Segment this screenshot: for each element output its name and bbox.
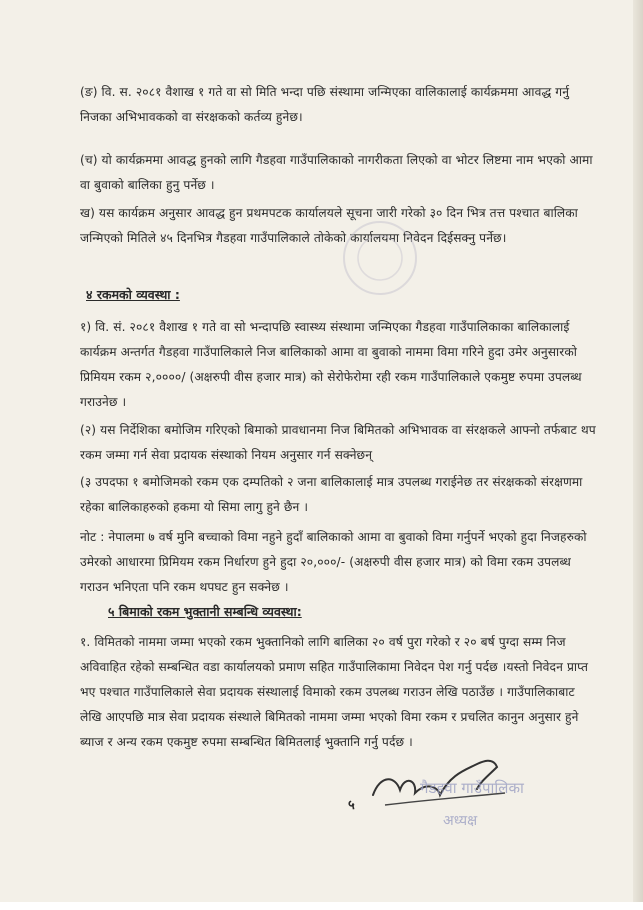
clause-cha: (च) यो कार्यक्रममा आवद्ध हुनको लागि गैडहवा गाउँपालिकाको नागरीकता लिएको वा भोटर लिष्टमा नाम भएको आमा वा बुवाको बालिका हुनु पर्नेछ । xyxy=(80,153,593,192)
section-5-heading: ५ बिमाको रकम भुक्तानी सम्बन्धि व्यवस्था: xyxy=(108,604,302,619)
stamp-text: गैडहवा गाउँपालिका xyxy=(420,779,524,797)
section-4-clause-3: (३ उपदफा १ बमोजिमको रकम एक दम्पतिको २ जना बालिकालाई मात्र उपलब्ध गराईनेछ तर संरक्षकको संरक्षणमा रहेका बालिकाहरुको हकमा यो सिमा लागु हुने छैन । xyxy=(80,475,583,514)
clause-nga: (ङ) वि. स. २०८१ वैशाख १ गते वा सो मिति भन्दा पछि संस्थामा जन्मिएका वालिकालाई कार्यक्रममा आवद्ध गर्नु निजका अभिभावकको वा संरक्षकको कर्तव्य हुनेछ। xyxy=(80,85,570,124)
clause-kha: ख) यस कार्यक्रम अनुसार आवद्ध हुन प्रथमपटक कार्यालयले सूचना जारी गरेको ३० दिन भित्र तत्त पश्चात बालिका जन्मिएको मितिले ४५ दिनभित्र गैडहवा गाउँपालिकाले तोकेको कार्यालयमा निवेदन दिईसक्नु पर्नेछ। xyxy=(80,206,578,245)
section-4-note: नोट : नेपालमा ७ वर्ष मुनि बच्चाको विमा नहुने हुदाँ बालिकाको आमा वा बुवाको विमा गर्नुपर्ने भएको हुदा निजहरुको उमेरको आधारमा प्रिमियम रकम निर्धारण हुने हुदा २०,०००/- (अक्षरुपी वीस हजार मात्र) को विमा रकम उपलब्ध गराउन भनिएता पनि रकम थपघट हुन सक्नेछ । xyxy=(80,530,587,594)
faint-seal-icon xyxy=(335,218,425,298)
page-number: ५ xyxy=(348,798,355,813)
signature-stamp-icon xyxy=(365,745,525,845)
paper-edge xyxy=(633,0,643,910)
section-4-heading: ४ रकमको व्यवस्था : xyxy=(86,287,180,302)
stamp-title: अध्यक्ष xyxy=(443,813,478,829)
section-4-clause-1: १) वि. सं. २०८१ वैशाख १ गते वा सो भन्दापछि स्वास्थ्य संस्थामा जन्मिएका गैडहवा गाउँपालिकाका बालिकालाई कार्यक्रम अन्तर्गत गैडहवा गाउँपालिकाले निज बालिकाको आमा वा बुवाको नाममा विमा गरिने हुदा उमेर अनुसारको प्रिमियम रकम २,००००/ (अक्षरुपी वीस हजार मात्र) को सेरोफेरोमा रही रकम गाउँपालिकाले एकमुष्ट रुपमा उपलब्ध गराउनेछ । xyxy=(80,320,582,409)
section-5-clause-1: १. विमितको नाममा जम्मा भएको रकम भुक्तानिको लागि बालिका २० वर्ष पुरा गरेको र २० बर्ष पुग्दा सम्म निज अविवाहित रहेको सम्बन्धित वडा कार्यालयको प्रमाण सहित गाउँपालिकामा निवेदन पेश गर्नु पर्दछ ।यस्तो निवेदन प्राप्त भए पश्चात गाउँपालिकाले सेवा प्रदायक संस्थालाई विमाको रकम उपलब्ध गराउन लेखि पठाउँछ । गाउँपालिकाबाट लेखि आएपछि मात्र सेवा प्रदायक संस्थाले बिमितको नाममा जम्मा भएको विमा रकम र प्रचलित कानुन अनुसार हुने ब्याज र अन्य रकम एकमुष्ट रुपमा सम्बन्धित बिमितलाई भुक्तानि गर्नु पर्दछ । xyxy=(80,635,589,749)
section-4-clause-2: (२) यस निर्देशिका बमोजिम गरिएको बिमाको प्रावधानमा निज बिमितको अभिभावक वा संरक्षकले आफ्नो तर्फबाट थप रकम जम्मा गर्न सेवा प्रदायक संस्थाको नियम अनुसार गर्न सक्नेछन् xyxy=(80,423,596,462)
paper-bottom-edge xyxy=(0,902,643,910)
